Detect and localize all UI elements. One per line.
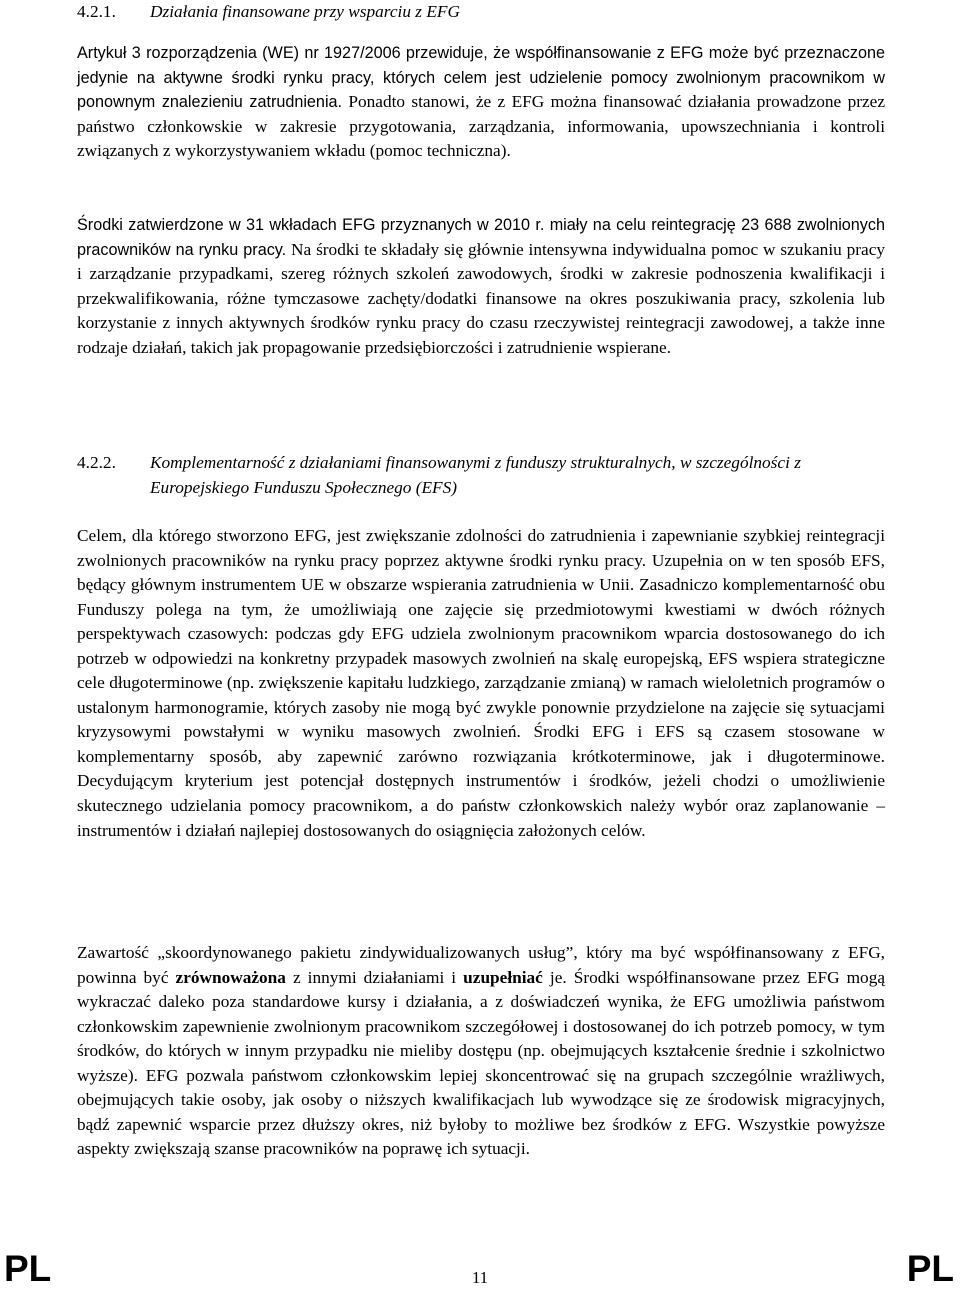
footer-language-right: PL xyxy=(906,1248,954,1289)
bold-term: zrównoważona xyxy=(175,967,286,987)
bold-term: uzupełniać xyxy=(463,967,543,987)
paragraph-text: Na środki te składały się głównie intensywna indywidualna pomoc w szukaniu pracy i zarządzanie przypadkami, szereg różnych szkoleń zawodowych, środki w zakresie podnoszenia kwalifikacji i przekwalifikowania, różne tymczasowe zachęty/dodatki finansowe na okres poszukiwania pracy, szkolenia lub korzystanie z innych aktywnych środków rynku pracy do czasu rzeczywistej reintegracji zawodowej, a także inne rodzaje działań, takich jak propagowanie przedsiębiorczości i zatrudnienie wspierane. xyxy=(77,239,886,357)
section-title: Działania finansowane przy wsparciu z EFG xyxy=(150,2,460,21)
paragraph-package-content xyxy=(77,941,885,1162)
paragraph-text-sans: Środki zatwierdzone w 31 wkładach EFG przyznanych w 2010 r. miały na celu reintegrację 23 688 zwolnionych pracowników na rynku pracy. xyxy=(77,216,885,259)
paragraph-efg-actions xyxy=(77,41,885,164)
footer-language-left: PL xyxy=(4,1248,52,1289)
section-heading-4-2-1 xyxy=(77,0,885,25)
paragraph-text: Ponadto stanowi, że z EFG można finansować działania prowadzone przez państwo członkowskie w zakresie przygotowania, zarządzania, informowania, upowszechniania i kontroli związanych z wykorzystywaniem wkładu (pomoc techniczna). xyxy=(77,92,885,161)
section-number: 4.2.1. xyxy=(77,2,116,21)
paragraph-text-sans: Artykuł 3 rozporządzenia (WE) nr 1927/2006 przewiduje, że współfinansowanie z EFG może być przeznaczone jedynie na aktywne środki rynku pracy, których celem jest udzielenie pomocy zwolnionym pracownikom w ponownym znalezieniu zatrudnienia. xyxy=(77,44,885,112)
paragraph-text: je. Środki współfinansowane przez EFG mogą wykraczać daleko poza standardowe kursy i działania, a z doświadczeń wynika, że EFG umożliwia państwom członkowskim zapewnienie zwolnionym pracownikom szczegółowej i dostosowanej do ich potrzeb pomocy, w tym środków, do których w innym przypadku nie mieliby dostępu (np. obejmujących kształcenie średnie i szkolnictwo wyższe). EFG pozwala państwom członkowskim lepiej skoncentrować się na grupach szczególnie wrażliwych, obejmujących takie osoby, jak osoby o niższych kwalifikacjach lub wywodzące się ze środowisk migracyjnych, bądź zapewnić wsparcie przez dłuższy okres, niż byłoby to możliwe bez środków z EFG. Wszystkie powyższe aspekty zwiększają szanse pracowników na poprawę ich sytuacji. xyxy=(77,967,886,1159)
section-heading-4-2-2 xyxy=(77,451,885,500)
section-number: 4.2.2. xyxy=(77,453,116,472)
paragraph-text: z innymi działaniami i xyxy=(285,967,464,987)
section-title: Komplementarność z działaniami finansowanymi z funduszy strukturalnych, w szczególności z Europejskiego Funduszu Społecznego (EFS) xyxy=(150,453,801,497)
paragraph-complementarity: Celem, dla którego stworzono EFG, jest zwiększanie zdolności do zatrudnienia i zapewnianie szybkiej reintegracji zwolnionych pracowników na rynku pracy poprzez aktywne środki rynku pracy. Uzupełnia on w ten sposób EFS, będący głównym instrumentem UE w obszarze wspierania zatrudnienia w Unii. Zasadniczo komplementarność obu Funduszy polega na tym, że umożliwiają one zajęcie się przedmiotowymi kwestiami w dwóch różnych perspektywach czasowych: podczas gdy EFG udziela zwolnionym pracownikom wparcia dostosowanego do ich potrzeb w odpowiedzi na konkretny przypadek masowych zwolnień na skalę europejską, EFS wspiera strategiczne cele długoterminowe (np. zwiększenie kapitału ludzkiego, zarządzanie zmianą) w ramach wieloletnich programów o ustalonym harmonogramie, których zasoby nie mogą być zwykle ponownie przydzielone na zajęcie się sytuacjami kryzysowymi powstałymi w wyniku masowych zwolnień. Środki EFG i EFS są czasem stosowane w komplementarny sposób, aby zapewnić zarówno rozwiązania krótkoterminowe, jak i długoterminowe. Decydującym kryterium jest potencjał dostępnych instrumentów i środków, jeżeli chodzi o umożliwienie skutecznego udzielania pomocy pracownikom, a do państw członkowskich należy wybór oraz zaplanowanie – instrumentów i działań najlepiej dostosowanych do osiągnięcia założonych celów. xyxy=(77,526,885,840)
paragraph-text: Zawartość „skoordynowanego pakietu zindywidualizowanych usług”, który ma być współfinansowany z EFG, powinna być xyxy=(77,943,885,987)
page-number: 11 xyxy=(471,1268,489,1287)
paragraph-efg-measures xyxy=(77,213,885,360)
